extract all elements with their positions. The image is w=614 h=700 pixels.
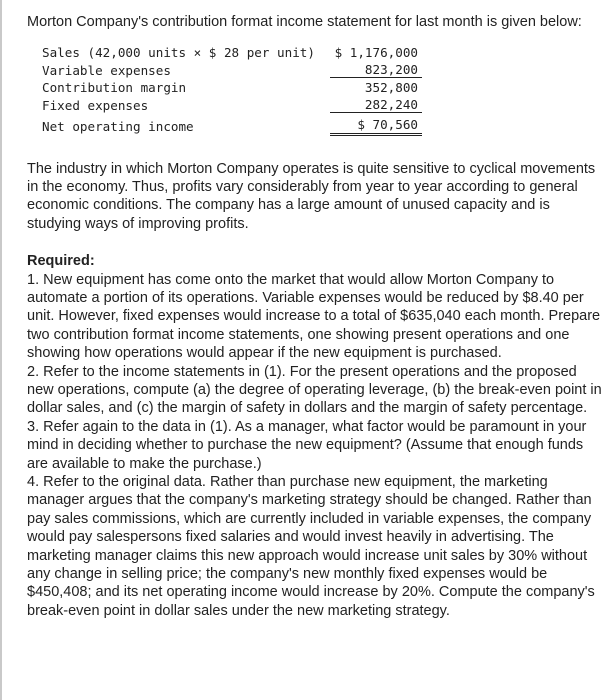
required-section (27, 252, 607, 620)
problem-content (27, 13, 607, 620)
statement-label: Variable expenses (42, 62, 171, 78)
statement-label: Net operating income (42, 119, 194, 135)
left-border (0, 0, 2, 700)
statement-label: Contribution margin (42, 80, 187, 96)
statement-label: Fixed expenses (42, 97, 149, 113)
statement-row-fixed-expenses (42, 97, 607, 115)
statement-amount: 352,800 (364, 80, 418, 96)
intro-text: Morton Company's contribution format income statement for last month is given below: (27, 14, 582, 30)
statement-amount: 823,200 (330, 62, 422, 78)
required-item-4: 4. Refer to the original data. Rather than purchase new equipment, the marketing manager argues that the company's marketing strategy should be changed. Rather than pay sales commissions, which are currently included in variable expenses, the company would pay salespersons fixed salaries and would invest heavily in advertising. The marketing manager claims this new approach would increase unit sales by 30% without any change in selling price; the company's new monthly fixed expenses would be $450,408; and its net operating income would increase by 20%. Compute the company's break-even point in dollar sales under the new marketing strategy. (27, 474, 595, 619)
statement-amount: $ 70,560 (330, 117, 422, 136)
required-item-2: 2. Refer to the income statements in (1). For the present operations and the proposed new operations, compute (a) the degree of operating leverage, (b) the break-even point in dollar sales, and (c) the margin of safety in dollars and the margin of safety percentage. (27, 363, 602, 417)
statement-row-contribution-margin (42, 79, 607, 97)
required-heading: Required: (27, 253, 95, 270)
required-item-3: 3. Refer again to the data in (1). As a manager, what factor would be paramount in your mind in deciding whether to purchase the new equipment? (Assume that enough funds are available to make the purchase.) (27, 418, 587, 472)
statement-label: Sales (42,000 units × $ 28 per unit) (42, 45, 315, 61)
income-statement (42, 44, 607, 136)
statement-amount: 282,240 (330, 97, 422, 113)
statement-row-sales (42, 44, 607, 62)
statement-row-variable-expenses (42, 62, 607, 80)
statement-row-net-operating-income (42, 118, 607, 136)
industry-paragraph: The industry in which Morton Company operates is quite sensitive to cyclical movements in the economy. Thus, profits vary considerably from year to year according to general economic conditions. The company has a large amount of unused capacity and is studying ways of improving profits. (27, 160, 596, 232)
required-item-1: 1. New equipment has come onto the market that would allow Morton Company to automate a portion of its operations. Variable expenses would be reduced by $8.40 per unit. However, fixed expenses would increase to a total of $635,040 each month. Prepare two contribution format income statements, one showing present operations and one showing how operations would appear if the new equipment is purchased. (27, 271, 601, 362)
statement-amount: $ 1,176,000 (334, 45, 418, 61)
